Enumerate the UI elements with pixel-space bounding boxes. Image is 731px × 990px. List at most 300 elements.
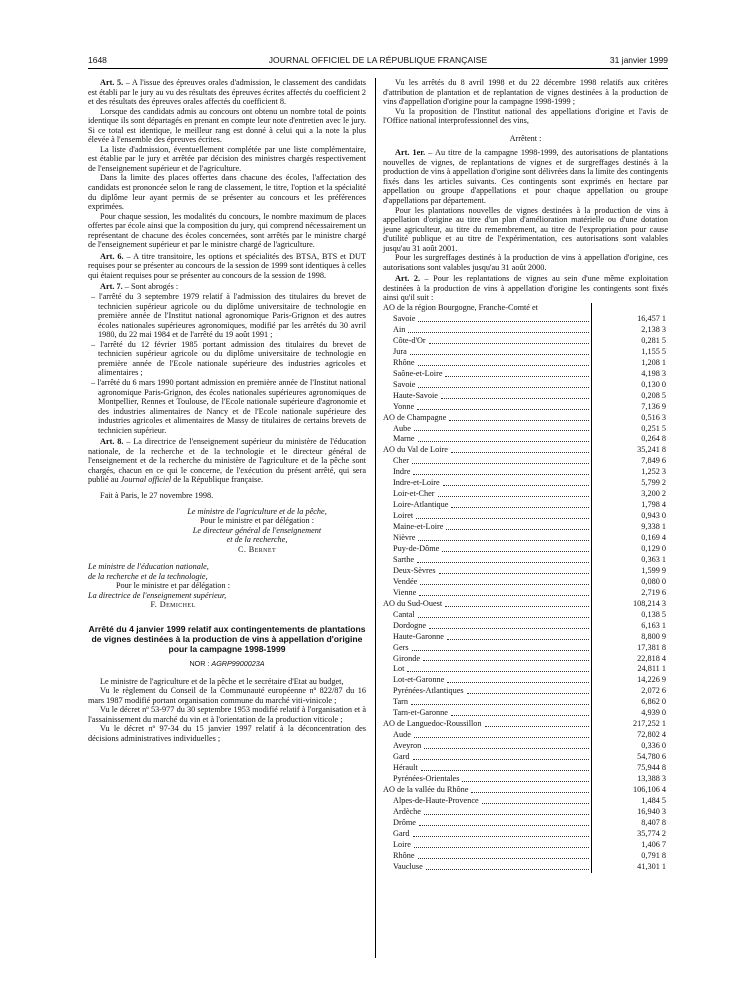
table-row xyxy=(383,654,668,665)
contingent-value: 1,252 3 xyxy=(592,467,668,478)
contingent-value: 1,208 1 xyxy=(592,358,668,369)
contingent-value: 1,406 7 xyxy=(592,840,668,851)
dot-leader xyxy=(417,402,589,410)
appellation-name: Dordogne xyxy=(393,620,426,630)
table-row xyxy=(383,358,668,369)
contingent-value: 7,849 6 xyxy=(592,456,668,467)
appellation-cell xyxy=(383,533,592,544)
signatory-title: Le directeur général de l'enseignement xyxy=(192,525,322,535)
appellation-cell xyxy=(383,818,592,829)
appellation-cell xyxy=(383,796,592,807)
dot-leader xyxy=(445,369,589,377)
table-row xyxy=(383,489,668,500)
contingent-value: 217,252 1 xyxy=(592,719,668,730)
appellation-cell xyxy=(383,643,592,654)
table-row xyxy=(383,599,668,610)
table-row xyxy=(383,741,668,752)
article-label: Art. 7. xyxy=(100,282,123,292)
dot-leader xyxy=(441,391,589,399)
appellation-cell xyxy=(383,599,592,610)
article-2-paragraph xyxy=(383,274,668,303)
dot-leader xyxy=(467,686,590,694)
table-row xyxy=(383,686,668,697)
contingent-value xyxy=(592,303,668,314)
appellation-name: Savoie xyxy=(393,379,416,389)
signatory-name: C. Bernet xyxy=(237,544,277,554)
table-row xyxy=(383,862,668,873)
dot-leader xyxy=(471,785,589,793)
appellation-cell xyxy=(383,445,592,456)
appellation-name: AO du Sud-Ouest xyxy=(383,598,443,608)
table-row xyxy=(383,369,668,380)
appellation-name: Saône-et-Loire xyxy=(393,368,443,378)
dot-leader xyxy=(413,752,590,760)
appellation-cell xyxy=(383,566,592,577)
appellation-name: Cher xyxy=(393,456,410,466)
dot-leader xyxy=(423,654,589,662)
table-row xyxy=(383,314,668,325)
signatory-name: F. Demichel xyxy=(150,600,196,610)
appellation-name: Côte-d'Or xyxy=(393,335,426,345)
appellation-name: Pyrénées-Orientales xyxy=(393,774,460,784)
contingent-value: 6,862 0 xyxy=(592,697,668,708)
dot-leader xyxy=(426,862,590,870)
page-number: 1648 xyxy=(88,55,107,65)
appellation-cell xyxy=(383,511,592,522)
contingent-value: 5,799 2 xyxy=(592,478,668,489)
appellation-cell xyxy=(383,741,592,752)
table-row xyxy=(383,336,668,347)
table-row xyxy=(383,851,668,862)
table-row xyxy=(383,445,668,456)
appellation-name: Alpes-de-Haute-Provence xyxy=(393,795,479,805)
contingent-table xyxy=(383,303,668,873)
dot-leader xyxy=(419,818,589,826)
appellation-cell xyxy=(383,413,592,424)
dot-leader xyxy=(414,840,589,848)
dot-leader xyxy=(418,380,589,388)
table-row xyxy=(383,555,668,566)
appellation-cell xyxy=(383,358,592,369)
appellation-name: Gironde xyxy=(393,653,421,663)
contingent-value: 2,138 3 xyxy=(592,325,668,336)
appellation-name: Vendée xyxy=(393,576,418,586)
appellation-cell xyxy=(383,424,592,435)
appellation-name: Aude xyxy=(393,730,411,740)
appellation-cell xyxy=(383,588,592,599)
article-1-paragraph xyxy=(383,148,668,205)
list-item: – l'arrêté du 6 mars 1990 portant admission en première année de l'Institut national agronomique Paris-Grignon, des écoles nationales supérieures agronomiques de Montpellier, Rennes et Toulouse, de l'Ecole nationale supérieure d'agronomie et des industries alimentaires de Nancy et de l'Ecole nationale supérieure des industries agricoles et alimentaires de Massy de titulaires de certains brevets de technicien supérieur. xyxy=(91,377,366,435)
appellation-cell xyxy=(383,632,592,643)
contingent-value: 8,800 9 xyxy=(592,632,668,643)
contingent-value: 0,363 1 xyxy=(592,555,668,566)
appellation-cell xyxy=(383,325,592,336)
contingent-value: 41,301 1 xyxy=(592,862,668,873)
delegation-line: Pour le ministre et par délégation : xyxy=(199,516,315,526)
article-text: – Au titre de la campagne 1998-1999, des autorisations de plantations nouvelles de vignes, de replantations de vignes et de surgreffages destinés à la production de vins à appellation d'origine sont délivrées dans la limite des contingents fixés dans les articles suivants. Ces contingents sont exprimés en hectare par appellation ou groupe d'appellations et pour chaque appellation ou groupe d'appellations par département. xyxy=(383,148,668,206)
dot-leader xyxy=(413,829,590,837)
appellation-cell xyxy=(383,697,592,708)
dot-leader xyxy=(451,708,589,716)
appellation-cell xyxy=(383,610,592,621)
appellation-cell xyxy=(383,314,592,325)
dot-leader xyxy=(482,796,590,804)
signature-block-agriculture xyxy=(88,507,366,555)
article-text: – Pour les replantations de vignes au sein d'une même exploitation destinées à la production de vins à appellation d'origine les contingents sont fixés ainsi qu'il suit : xyxy=(383,274,668,303)
nor-value: AGRP9900023A xyxy=(211,658,265,668)
dot-leader xyxy=(439,566,590,574)
appellation-cell xyxy=(383,686,592,697)
arretent-heading: Arrêtent : xyxy=(509,133,542,143)
article-text: – La directrice de l'enseignement supérieur du ministère de l'éducation nationale, de la recherche et de la technologie et le directeur général de l'enseignement et de la recherche du ministère de l'agriculture et de la pêche sont chargés, chacun en ce qui le concerne, de l'exécution du présent arrêté, qui sera publié au xyxy=(88,437,366,485)
dot-leader xyxy=(421,763,590,771)
dot-leader xyxy=(438,489,590,497)
table-row xyxy=(383,413,668,424)
appellation-name: Loir-et-Cher xyxy=(393,489,435,499)
appellation-name: Savoie xyxy=(393,313,416,323)
dot-leader xyxy=(418,533,589,541)
appellation-name: Sarthe xyxy=(393,554,415,564)
table-row xyxy=(383,402,668,413)
dot-leader xyxy=(443,478,590,486)
appellation-name: Tarn-et-Garonne xyxy=(393,708,448,718)
table-row xyxy=(383,500,668,511)
article-text: – A titre transitoire, les options et spécialités des BTSA, BTS et DUT requises pour se présenter au concours de la session de 1999 sont identiques à celles qui étaient requises pour se présenter au concours de la session de 1998. xyxy=(88,251,366,280)
journal-name: Journal officiel xyxy=(120,475,172,485)
table-row xyxy=(383,807,668,818)
paragraph: Pour les surgreffages destinés à la production de vins à appellation d'origine, ces autorisations sont valables jusqu'au 31 août 2000. xyxy=(383,253,668,272)
appellation-name: Loiret xyxy=(393,511,414,521)
table-row xyxy=(383,621,668,632)
nor-label: NOR : xyxy=(189,658,212,668)
appellation-cell xyxy=(383,434,592,445)
appellation-name: Tarn xyxy=(393,697,408,707)
appellation-name: Loire-Atlantique xyxy=(393,500,449,510)
appellation-cell xyxy=(383,456,592,467)
appellation-name: Nièvre xyxy=(393,533,416,543)
table-row xyxy=(383,434,668,445)
table-row xyxy=(383,511,668,522)
contingent-value: 2,719 6 xyxy=(592,588,668,599)
column-divider xyxy=(375,78,376,958)
table-row xyxy=(383,785,668,796)
appellation-cell xyxy=(383,708,592,719)
contingent-value: 0,516 3 xyxy=(592,413,668,424)
table-row xyxy=(383,380,668,391)
table-row xyxy=(383,664,668,675)
table-row xyxy=(383,643,668,654)
appellation-name: AO de la région Bourgogne, Franche-Comté et xyxy=(383,303,538,313)
appellation-cell xyxy=(383,807,592,818)
contingent-value: 22,818 4 xyxy=(592,654,668,665)
paragraph: La liste d'admission, éventuellement complétée par une liste complémentaire, est établie par le jury et arrêtée par décision des ministres chargés respectivement de l'enseignement supérieur et de l'agriculture. xyxy=(88,144,366,173)
issue-date: 31 janvier 1999 xyxy=(609,55,668,65)
appellation-cell xyxy=(383,478,592,489)
list-item: – l'arrêté du 12 février 1985 portant admission des titulaires du brevet de technicien supérieur agricole ou du diplôme universitaire de technologie en première année de l'Ecole nationale supérieure des industries agricoles et alimentaires ; xyxy=(91,339,366,378)
contingent-value: 35,774 2 xyxy=(592,829,668,840)
table-row xyxy=(383,774,668,785)
article-6-paragraph xyxy=(88,252,366,281)
appellation-name: Ain xyxy=(393,324,406,334)
appellation-name: Gard xyxy=(393,752,410,762)
table-row xyxy=(383,840,668,851)
article-label: Art. 6. xyxy=(100,251,124,261)
dot-leader xyxy=(417,555,589,563)
appellation-name: Pyrénées-Atlantiques xyxy=(393,686,464,696)
appellation-cell xyxy=(383,730,592,741)
appellation-cell xyxy=(383,654,592,665)
paragraph: Vu la proposition de l'Institut national des appellations d'origine et l'avis de l'Office national interprofessionnel des vins, xyxy=(383,106,668,126)
dot-leader xyxy=(447,632,589,640)
appellation-cell xyxy=(383,489,592,500)
contingent-value: 108,214 3 xyxy=(592,599,668,610)
contingent-value: 6,163 1 xyxy=(592,621,668,632)
contingent-value: 1,484 5 xyxy=(592,796,668,807)
table-row xyxy=(383,566,668,577)
appellation-name: Lot xyxy=(393,664,405,674)
dot-leader xyxy=(412,456,589,464)
right-column xyxy=(383,78,668,873)
contingent-value: 35,241 8 xyxy=(592,445,668,456)
appellation-cell xyxy=(383,500,592,511)
dot-leader xyxy=(418,434,590,442)
appellation-name: Aveyron xyxy=(393,741,422,751)
table-row xyxy=(383,456,668,467)
dot-leader xyxy=(408,325,589,333)
appellation-name: Vaucluse xyxy=(393,861,423,871)
table-row xyxy=(383,697,668,708)
article-text: de la République française. xyxy=(171,475,264,485)
paragraph: Vu les arrêtés du 8 avril 1998 et du 22 décembre 1998 relatifs aux critères d'attribution de plantation et de replantation de vignes destinées à la production de vins d'appellation d'origine pour la campagne 1998-1999 ; xyxy=(383,78,668,107)
appellation-cell xyxy=(383,774,592,785)
table-row xyxy=(383,533,668,544)
table-row xyxy=(383,730,668,741)
appellation-name: Lot-et-Garonne xyxy=(393,675,445,685)
table-row xyxy=(383,467,668,478)
appellation-cell xyxy=(383,577,592,588)
table-row xyxy=(383,325,668,336)
appellation-name: Aube xyxy=(393,423,411,433)
table-row xyxy=(383,752,668,763)
contingent-value: 0,264 8 xyxy=(592,434,668,445)
article-7-paragraph xyxy=(88,282,366,292)
dot-leader xyxy=(416,511,589,519)
dot-leader xyxy=(429,621,589,629)
paragraph: Vu le décret nº 97-34 du 15 janvier 1997 relatif à la déconcentration des décisions administratives individuelles ; xyxy=(88,724,366,743)
table-row xyxy=(383,424,668,435)
table-row xyxy=(383,577,668,588)
article-text: – Sont abrogés : xyxy=(122,282,179,292)
paragraph: Vu le décret nº 53-977 du 30 septembre 1953 modifié relatif à l'organisation et à l'assainissement du marché du vin et à l'orientation de la production viticole ; xyxy=(88,705,366,724)
table-row xyxy=(383,796,668,807)
dot-leader xyxy=(407,664,589,672)
contingent-value: 0,943 0 xyxy=(592,511,668,522)
contingent-value: 4,939 0 xyxy=(592,708,668,719)
signatory-title: Le ministre de l'éducation nationale, xyxy=(88,562,209,572)
contingent-value: 9,338 1 xyxy=(592,522,668,533)
appellation-cell xyxy=(383,675,592,686)
appellation-cell xyxy=(383,522,592,533)
appellation-name: Jura xyxy=(393,346,407,356)
appellation-cell xyxy=(383,664,592,675)
dot-leader xyxy=(418,358,590,366)
abrogated-list xyxy=(88,292,366,435)
dot-leader xyxy=(414,730,589,738)
appellation-cell xyxy=(383,752,592,763)
table-row xyxy=(383,719,668,730)
paragraph: Dans la limite des places offertes dans chacune des écoles, l'affectation des candidats est prononcée selon le rang de classement, le titre, l'option et la spécialité du diplôme leur ayant permis de se présenter au concours et les préférences exprimées. xyxy=(88,173,366,212)
dot-leader xyxy=(420,577,589,585)
nor-reference xyxy=(88,659,366,669)
table-row xyxy=(383,303,668,314)
appellation-cell xyxy=(383,719,592,730)
dot-leader xyxy=(442,544,589,552)
table-row xyxy=(383,829,668,840)
contingent-value: 0,169 4 xyxy=(592,533,668,544)
dot-leader xyxy=(446,522,589,530)
dot-leader xyxy=(429,336,590,344)
dot-leader xyxy=(451,500,589,508)
journal-title: JOURNAL OFFICIEL DE LA RÉPUBLIQUE FRANÇAISE xyxy=(268,55,488,65)
appellation-name: Maine-et-Loire xyxy=(393,522,444,532)
appellation-name: Marne xyxy=(393,434,415,444)
dot-leader xyxy=(411,697,589,705)
appellation-cell xyxy=(383,763,592,774)
article-8-paragraph xyxy=(88,437,366,485)
header-rule xyxy=(88,68,668,69)
article-label: Art. 5. xyxy=(100,78,124,87)
appellation-name: Rhône xyxy=(393,357,415,367)
contingent-value: 0,138 5 xyxy=(592,610,668,621)
dot-leader xyxy=(413,467,589,475)
contingent-value: 1,155 5 xyxy=(592,347,668,358)
signature-date: Fait à Paris, le 27 novembre 1998. xyxy=(100,490,214,500)
contingent-value: 0,281 5 xyxy=(592,336,668,347)
table-row xyxy=(383,763,668,774)
dot-leader xyxy=(445,599,589,607)
paragraph: Le ministre de l'agriculture et de la pêche et le secrétaire d'Etat au budget, xyxy=(100,676,344,686)
appellation-name: Rhône xyxy=(393,850,415,860)
table-row xyxy=(383,391,668,402)
article-text: – A l'issue des épreuves orales d'admission, le classement des candidats est établi par le jury au vu des résultats des épreuves écrites affectés du coefficient 2 et des résultats des épreuves orales affectés du coefficient 8. xyxy=(88,78,366,107)
appellation-cell xyxy=(383,544,592,555)
appellation-name: AO du Val de Loire xyxy=(383,445,448,455)
contingent-value: 3,200 2 xyxy=(592,489,668,500)
appellation-cell xyxy=(383,862,592,873)
paragraph: Lorsque des candidats admis au concours ont obtenu un nombre total de points identique ils sont départagés en prenant en compte leur note d'entretien avec le jury. Si ce total est identique, le meilleur rang est donné à celui qui a la note la plus élevée à l'ensemble des épreuves écrites. xyxy=(88,106,366,145)
contingent-value: 16,457 1 xyxy=(592,314,668,325)
appellation-name: Indre xyxy=(393,467,411,477)
appellation-name: Deux-Sèvres xyxy=(393,565,436,575)
appellation-name: Yonne xyxy=(393,401,415,411)
article-label: Art. 1er. xyxy=(395,148,426,158)
table-row xyxy=(383,675,668,686)
appellation-cell xyxy=(383,303,592,314)
contingent-value: 54,780 6 xyxy=(592,752,668,763)
appellation-name: Vienne xyxy=(393,587,417,597)
contingent-value: 13,388 3 xyxy=(592,774,668,785)
contingent-value: 106,106 4 xyxy=(592,785,668,796)
contingent-value: 1,798 4 xyxy=(592,500,668,511)
appellation-name: Gers xyxy=(393,642,409,652)
dot-leader xyxy=(418,314,589,322)
signatory-title: Le ministre de l'agriculture et de la pêche, xyxy=(187,506,327,516)
appellation-cell xyxy=(383,829,592,840)
appellation-name: AO de Champagne xyxy=(383,412,447,422)
appellation-cell xyxy=(383,391,592,402)
appellation-name: AO de Languedoc-Roussillon xyxy=(383,719,482,729)
article-label: Art. 2. xyxy=(395,274,421,284)
appellation-cell xyxy=(383,336,592,347)
dot-leader xyxy=(410,347,590,355)
table-row xyxy=(383,544,668,555)
decree-title: Arrêté du 4 janvier 1999 relatif aux contingentements de plantations de vignes destinées à la production de vins à appellation d'origine pour la campagne 1998-1999 xyxy=(88,623,366,654)
contingent-value: 4,198 3 xyxy=(592,369,668,380)
appellation-cell xyxy=(383,621,592,632)
contingent-value: 8,407 8 xyxy=(592,818,668,829)
appellation-cell xyxy=(383,467,592,478)
appellation-cell xyxy=(383,555,592,566)
table-row xyxy=(383,818,668,829)
dot-leader xyxy=(462,774,589,782)
contingent-value: 2,072 6 xyxy=(592,686,668,697)
appellation-name: Haute-Savoie xyxy=(393,390,438,400)
table-row xyxy=(383,708,668,719)
dot-leader xyxy=(418,610,590,618)
appellation-name: Gard xyxy=(393,828,410,838)
contingent-value: 0,129 0 xyxy=(592,544,668,555)
article-5-paragraph xyxy=(88,78,366,107)
appellation-name: Haute-Garonne xyxy=(393,631,444,641)
appellation-cell xyxy=(383,851,592,862)
paragraph: Vu le règlement du Conseil de la Communauté européenne nº 822/87 du 16 mars 1987 modifié portant organisation commune du marché viti-vinicole ; xyxy=(88,686,366,705)
list-item: – l'arrêté du 3 septembre 1979 relatif à l'admission des titulaires du brevet de technicien supérieur agricole ou du diplôme universitaire de technologie en première année de l'Institut national agronomique Paris-Grignon et des autres écoles nationales supérieures agronomiques, modifié par les arrêtés du 30 avril 1980, du 22 mai 1984 et de l'arrêté du 19 août 1991 ; xyxy=(91,292,366,340)
dot-leader xyxy=(412,643,590,651)
delegation-line: Pour le ministre et par délégation : xyxy=(115,581,231,591)
contingent-value: 0,791 8 xyxy=(592,851,668,862)
appellation-name: Cantal xyxy=(393,609,415,619)
dot-leader xyxy=(414,424,589,432)
paragraph: Pour les plantations nouvelles de vignes destinées à la production de vins à appellation d'origine au titre d'un plan d'amélioration matérielle ou d'une dotation jeune agriculteur, au titre du remembrement, au titre de l'expropriation pour cause d'utilité publique et au titre de l'expérimentation, ces autorisations sont valables jusqu'au 31 août 2001. xyxy=(383,205,668,253)
contingent-value: 16,940 3 xyxy=(592,807,668,818)
dot-leader xyxy=(449,413,589,421)
contingent-value: 14,226 9 xyxy=(592,675,668,686)
appellation-cell xyxy=(383,380,592,391)
dot-leader xyxy=(485,719,590,727)
appellation-name: Hérault xyxy=(393,763,418,773)
contingent-value: 17,381 8 xyxy=(592,643,668,654)
appellation-name: Ardèche xyxy=(393,806,421,816)
dot-leader xyxy=(418,851,590,859)
appellation-cell xyxy=(383,347,592,358)
contingent-value: 0,208 5 xyxy=(592,391,668,402)
appellation-cell xyxy=(383,785,592,796)
appellation-cell xyxy=(383,369,592,380)
signatory-title: de la recherche et de la technologie, xyxy=(88,571,208,581)
signatory-title: et de la recherche, xyxy=(226,535,288,545)
dot-leader xyxy=(447,675,589,683)
dot-leader xyxy=(451,445,589,453)
left-column xyxy=(88,78,366,743)
appellation-name: AO de la vallée du Rhône xyxy=(383,784,469,794)
contingent-value: 0,336 0 xyxy=(592,741,668,752)
appellation-cell xyxy=(383,402,592,413)
table-row xyxy=(383,522,668,533)
signature-block-education xyxy=(88,562,258,610)
contingent-value: 0,130 0 xyxy=(592,380,668,391)
appellation-name: Loire xyxy=(393,839,411,849)
table-row xyxy=(383,632,668,643)
